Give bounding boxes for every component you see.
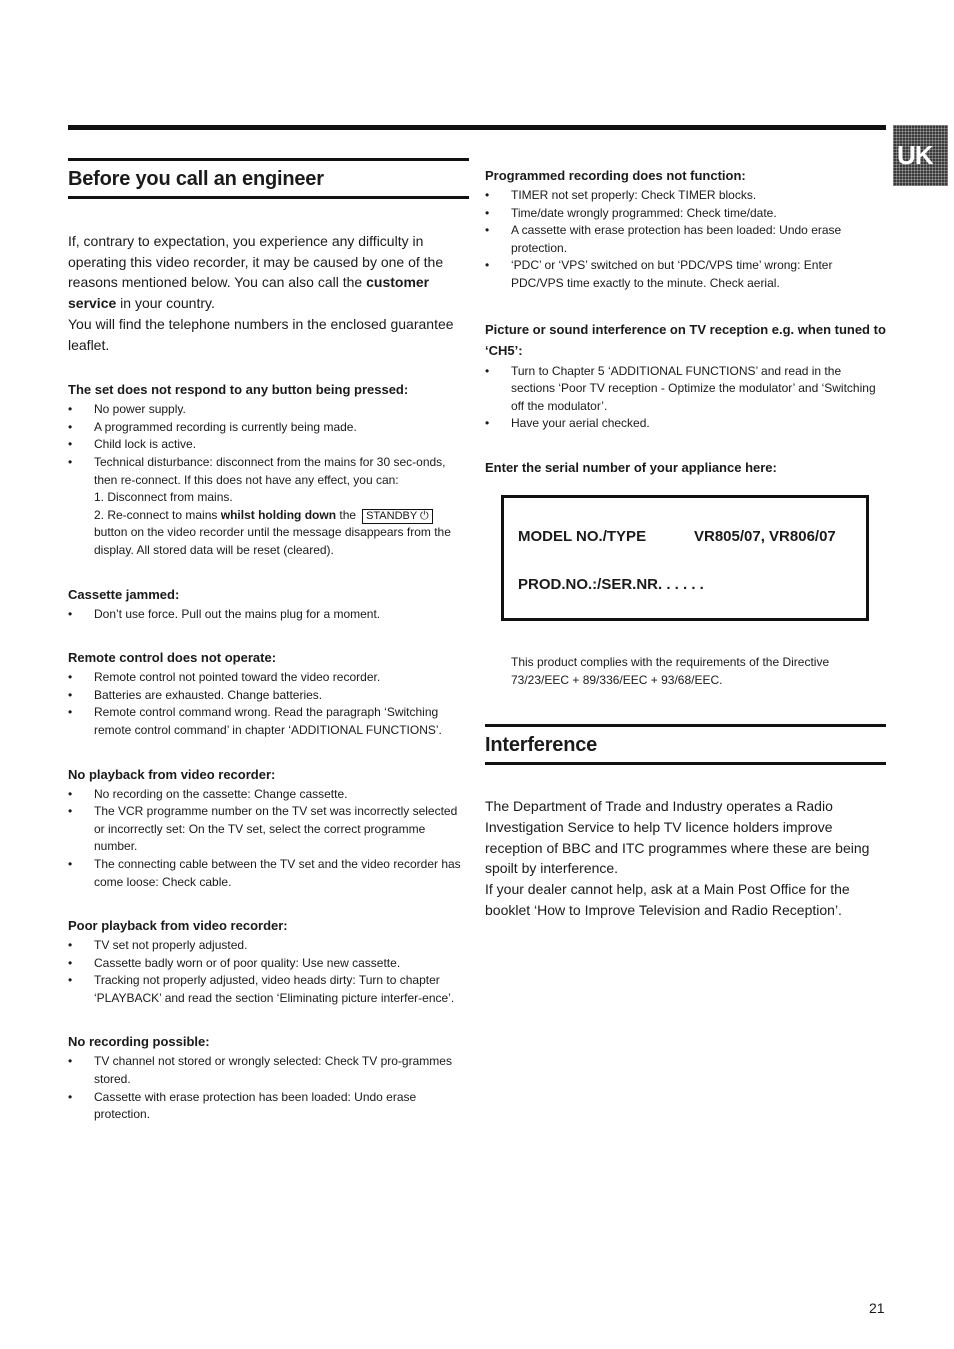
interference-heading-block <box>485 724 886 765</box>
intro-text-2: in your country. <box>116 295 215 312</box>
section-programmed-recording <box>485 167 886 293</box>
intro-paragraph <box>68 231 469 314</box>
list-item: • Have your aerial checked. <box>485 415 886 433</box>
list-item: • Don’t use force. Pull out the mains plug for a moment. <box>68 606 469 624</box>
section-title: Picture or sound interference on TV reception e.g. when tuned to ‘CH5’: <box>485 321 886 358</box>
section-title: The set does not respond to any button being pressed: <box>68 382 409 398</box>
item-list <box>485 187 886 293</box>
section-remote-control <box>68 649 469 739</box>
list-item: • TV channel not stored or wrongly selected: Check TV pro-grammes stored. <box>68 1053 469 1088</box>
item-list <box>68 1053 469 1123</box>
compliance-note: This product complies with the requirements of the Directive 73/23/EEC + 89/336/EEC + 93/68/EEC. <box>511 654 830 687</box>
interference-text <box>485 796 886 920</box>
list-item: • Tracking not properly adjusted, video heads dirty: Turn to chapter ‘PLAYBACK’ and read the section ‘Eliminating picture interfer-ence’. <box>68 972 469 1007</box>
serial-prompt: Enter the serial number of your appliance here: <box>485 459 777 475</box>
tech-step-2 <box>94 507 469 560</box>
list-item: • No recording on the cassette: Change cassette. <box>68 786 469 804</box>
list-item: • TV set not properly adjusted. <box>68 937 469 955</box>
section-no-response <box>68 381 469 559</box>
engineer-heading: Before you call an engineer <box>68 168 324 190</box>
section-title: No recording possible: <box>68 1034 210 1050</box>
tech-step-2-rest: button on the video recorder until the message disappears from the display. All stored data will be reset (cleared). <box>94 525 451 557</box>
engineer-intro <box>68 231 469 355</box>
serial-number-box <box>501 495 869 621</box>
item-list <box>68 606 469 624</box>
engineer-heading-block <box>68 158 469 199</box>
list-item: • The VCR programme number on the TV set was incorrectly selected or incorrectly set: On the TV set, select the correct programme number. <box>68 803 469 856</box>
intro-customer-service: customer service <box>68 274 430 312</box>
list-item: • A cassette with erase protection has been loaded: Undo erase protection. <box>485 222 886 257</box>
list-item: • The connecting cable between the TV set and the video recorder has come loose: Check cable. <box>68 856 469 891</box>
list-item: • Cassette with erase protection has been loaded: Undo erase protection. <box>68 1089 469 1124</box>
section-no-playback <box>68 766 469 892</box>
top-rule <box>68 125 886 130</box>
list-item-technical-disturbance <box>68 454 469 560</box>
prod-label: PROD.NO.:/SER.NR. . . . . . <box>518 575 704 593</box>
language-tab <box>893 125 948 186</box>
list-item: • ‘PDC’ or ‘VPS’ switched on but ‘PDC/VPS time’ wrong: Enter PDC/VPS time exactly to the minute. Check aerial. <box>485 257 886 292</box>
tech-step-1: 1. Disconnect from mains. <box>94 490 233 505</box>
section-tv-interference <box>485 319 886 433</box>
tech-step-2-the: the <box>336 507 357 522</box>
model-label: MODEL NO./TYPE <box>518 527 647 545</box>
list-item: • Child lock is active. <box>68 436 469 454</box>
model-value: VR805/07, VR806/07 <box>694 527 836 545</box>
left-column <box>68 158 469 1124</box>
tech-step-2-text: 2. Re-connect to mains <box>94 507 221 522</box>
list-item: • No power supply. <box>68 401 469 419</box>
tech-line: • Technical disturbance: disconnect from the mains for 30 sec-onds, then re-connect. If this does not have any effect, you can: <box>94 455 446 487</box>
intro-paragraph-2: You will find the telephone numbers in the enclosed guarantee leaflet. <box>68 315 454 353</box>
list-item: • Time/date wrongly programmed: Check time/date. <box>485 205 886 223</box>
section-title: No playback from video recorder: <box>68 766 276 782</box>
section-poor-playback <box>68 917 469 1007</box>
prod-row <box>518 576 866 593</box>
item-list <box>485 363 886 433</box>
interference-paragraph-2: If your dealer cannot help, ask at a Main Post Office for the booklet ‘How to Improve Television and Radio Reception’. <box>485 880 850 918</box>
list-item: • Batteries are exhausted. Change batteries. <box>68 687 469 705</box>
section-title: Remote control does not operate: <box>68 650 277 666</box>
list-item: • Remote control not pointed toward the video recorder. <box>68 669 469 687</box>
interference-paragraph-1: The Department of Trade and Industry operates a Radio Investigation Service to help TV licence holders improve reception of BBC and ITC programmes where these are being spoilt by interference. <box>485 798 870 877</box>
interference-heading: Interference <box>485 734 598 757</box>
list-item: • A programmed recording is currently being made. <box>68 419 469 437</box>
list-item: • Cassette badly worn or of poor quality: Use new cassette. <box>68 955 469 973</box>
list-item: • Remote control command wrong. Read the paragraph ‘Switching remote control command’ in chapter ‘ADDITIONAL FUNCTIONS’. <box>68 704 469 739</box>
section-serial <box>485 459 886 621</box>
right-column <box>485 167 886 920</box>
model-row <box>518 528 866 545</box>
language-tab-label: UK <box>897 140 933 170</box>
section-title: Poor playback from video recorder: <box>68 918 288 934</box>
item-list <box>68 937 469 1007</box>
section-title: Programmed recording does not function: <box>485 168 746 183</box>
section-title: Cassette jammed: <box>68 586 180 602</box>
standby-key-icon: STANDBY ⏻ <box>362 509 433 524</box>
item-list <box>68 786 469 892</box>
section-cassette-jammed <box>68 586 469 624</box>
page-number: 21 <box>869 1300 885 1316</box>
item-list <box>68 401 469 559</box>
section-no-recording <box>68 1033 469 1123</box>
item-list <box>68 669 469 739</box>
list-item: • TIMER not set properly: Check TIMER blocks. <box>485 187 886 205</box>
tech-step-2-bold: whilst holding down <box>220 507 337 522</box>
intro-text-1: If, contrary to expectation, you experience any difficulty in operating this video recorder, it may be caused by one of the reasons mentioned below. You can also call the <box>68 233 444 291</box>
list-item: • Turn to Chapter 5 ‘ADDITIONAL FUNCTIONS’ and read in the sections ‘Poor TV reception - Optimize the modulator’ and ‘Switching off the modulator’. <box>485 363 886 416</box>
